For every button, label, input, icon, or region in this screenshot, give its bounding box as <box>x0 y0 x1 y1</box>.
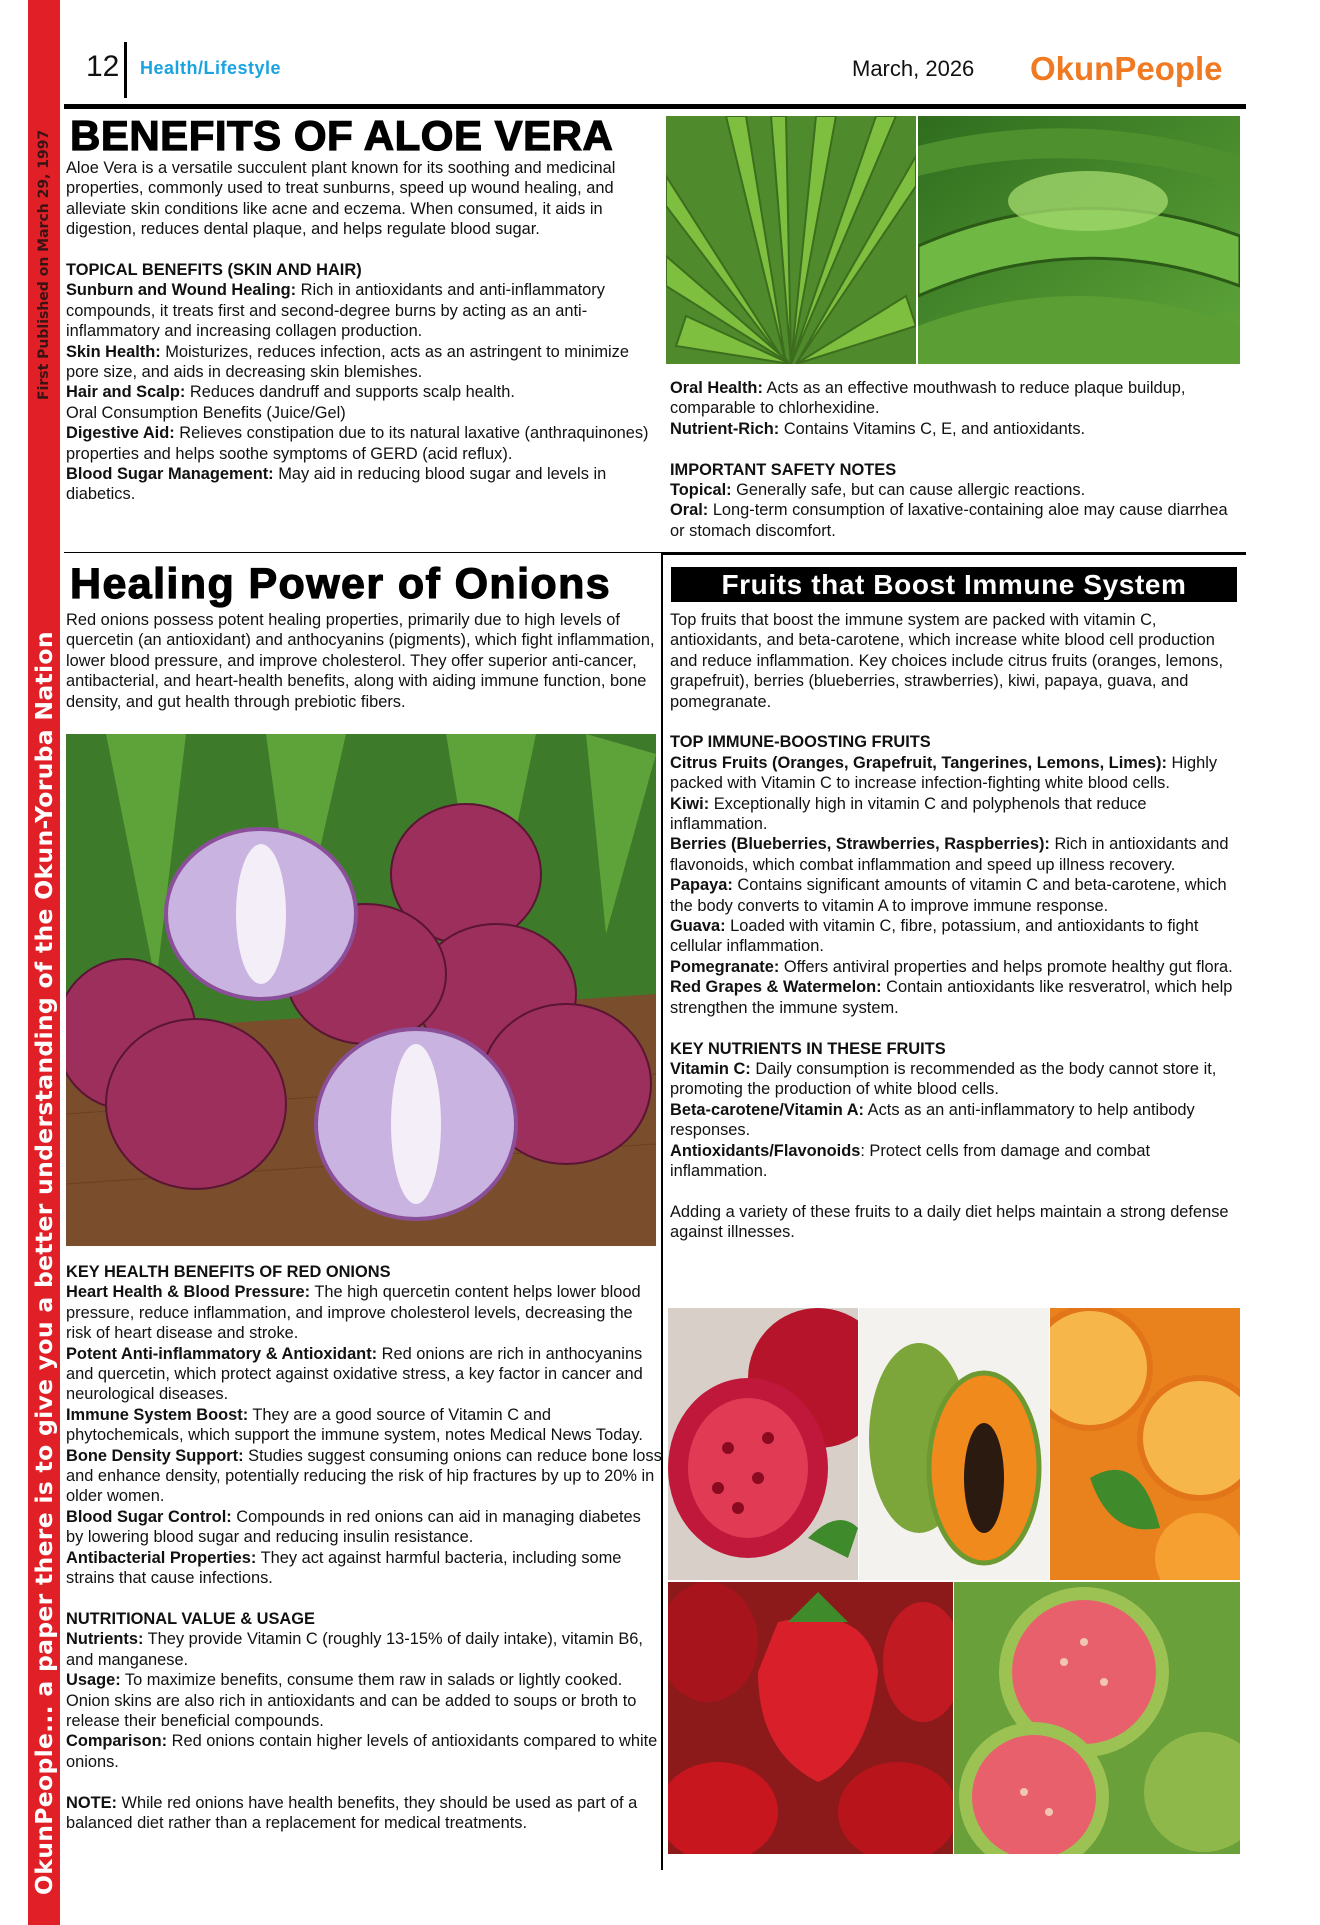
onion-nutrition-item: Nutrients: They provide Vitamin C (roughly 13-15% of daily intake), vitamin B6, and manganese. <box>66 1630 643 1669</box>
nutrient-item: Beta-carotene/Vitamin A: Acts as an anti-inflammatory to help antibody responses. <box>670 1100 1195 1140</box>
issue-date: March, 2026 <box>852 56 975 81</box>
aloe-article-right <box>670 378 1242 541</box>
aloe-title: BENEFITS OF ALOE VERA <box>70 112 614 159</box>
aloe-safety-heading: IMPORTANT SAFETY NOTES <box>670 460 897 479</box>
fruit-item: Guava: Loaded with vitamin C, fibre, potassium, and antioxidants to fight cellular inflammation. <box>670 917 1199 956</box>
fruits-intro: Top fruits that boost the immune system are packed with vitamin C, antioxidants, and beta-carotene, which increase white blood cell production and reduce inflammation. Key choices include citrus fruits (oranges, lemons, grapefruit), berries (blueberries, strawberries), kiwi, papaya, guava, and pomegranate. <box>670 611 1223 711</box>
onion-benefit: Heart Health & Blood Pressure: The high quercetin content helps lower blood pressure, reduce inflammation, and improve cholesterol levels, decreasing the risk of heart disease and stroke. <box>66 1283 641 1343</box>
fruit-item: Berries (Blueberries, Strawberries, Raspberries): Rich in antioxidants and flavonoids, which combat inflammation and speed up illness recovery. <box>670 835 1229 874</box>
slogan-text: OkunPeople... a paper there is to give you a better understanding of the Okun-Yoruba Nation <box>30 631 58 1895</box>
fruit-item: Kiwi: Exceptionally high in vitamin C and polyphenols that reduce inflammation. <box>670 794 1147 834</box>
header-rule <box>64 104 1246 109</box>
aloe-plant-photo <box>666 116 916 364</box>
section-label: Health/Lifestyle <box>140 58 282 78</box>
fruit-item: Pomegranate: Offers antiviral properties and helps promote healthy gut flora. <box>670 957 1233 976</box>
papaya-photo <box>859 1308 1049 1580</box>
first-published-text: First Published on March 29, 1997 <box>36 129 52 400</box>
fruits-title: Fruits that Boost Immune System <box>671 567 1237 602</box>
fruit-item: Citrus Fruits (Oranges, Grapefruit, Tangerines, Lemons, Limes): Highly packed with Vitamin C to increase infection-fighting white blood cells. <box>670 753 1218 793</box>
onion-nutrition-heading: NUTRITIONAL VALUE & USAGE <box>66 1609 315 1628</box>
onion-benefit: Immune System Boost: They are a good source of Vitamin C and phytochemicals, which support the immune system, notes Medical News Today. <box>66 1405 643 1445</box>
pomegranate-photo <box>668 1308 858 1580</box>
aloe-item: Skin Health: Moisturizes, reduces infection, acts as an astringent to minimize pore size, and aids in decreasing skin blemishes. <box>66 342 629 382</box>
aloe-item: Sunburn and Wound Healing: Rich in antioxidants and anti-inflammatory compounds, it treats first and second-degree burns by acting as an anti-inflammatory and increasing collagen production. <box>66 281 605 341</box>
aloe-intro: Aloe Vera is a versatile succulent plant known for its soothing and medicinal properties, commonly used to treat sunburns, speed up wound healing, and alleviate skin conditions like acne and eczema. When consumed, it aids in digestion, reduces dental plaque, and helps regulate blood sugar. <box>66 159 616 239</box>
onion-intro: Red onions possess potent healing properties, primarily due to high levels of quercetin (an antioxidant) and anthocyanins (pigments), which fight inflammation, lower blood pressure, and improve cholesterol. They offer superior anti-cancer, antibacterial, and heart-health benefits, along with aiding immune function, bone density, and gut health through prebiotic fibers. <box>66 611 655 711</box>
onion-benefits-heading: KEY HEALTH BENEFITS OF RED ONIONS <box>66 1263 391 1281</box>
fruits-nutrients-heading: KEY NUTRIENTS IN THESE FRUITS <box>670 1039 946 1058</box>
strawberries-photo <box>668 1582 953 1854</box>
fruits-closing: Adding a variety of these fruits to a daily diet helps maintain a strong defense against illnesses. <box>670 1202 1229 1242</box>
section-rule <box>661 552 1246 555</box>
aloe-item: Blood Sugar Management: May aid in reducing blood sugar and levels in diabetics. <box>66 465 607 504</box>
aloe-topical-heading: TOPICAL BENEFITS (SKIN AND HAIR) <box>66 261 362 280</box>
onion-benefit: Bone Density Support: Studies suggest consuming onions can reduce bone loss and enhance density, potentially reducing the risk of hip fractures by up to 20% in older women. <box>66 1446 662 1506</box>
fruit-item: Red Grapes & Watermelon: Contain antioxidants like resveratrol, which help strengthen the immune system. <box>670 978 1233 1017</box>
fruits-top-heading: TOP IMMUNE-BOOSTING FRUITS <box>670 733 931 752</box>
aloe-item: Oral Health: Acts as an effective mouthwash to reduce plaque buildup, comparable to chlorhexidine. <box>670 379 1186 418</box>
brand-logo: OkunPeople <box>1030 50 1223 87</box>
onion-nutrition-item: Usage: To maximize benefits, consume them raw in salads or lightly cooked. Onion skins are also rich in antioxidants and can be added to soups or broth to release their beneficial compounds. <box>66 1671 637 1730</box>
aloe-safety-item: Oral: Long-term consumption of laxative-containing aloe may cause diarrhea or stomach discomfort. <box>670 501 1228 540</box>
fruit-item: Papaya: Contains significant amounts of vitamin C and beta-carotene, which the body converts to vitamin A to improve immune response. <box>670 876 1227 915</box>
page-number: 12 <box>86 50 120 83</box>
nutrient-item: Antioxidants/Flavonoids: Protect cells from damage and combat inflammation. <box>670 1141 1151 1180</box>
onion-benefit: Antibacterial Properties: They act against harmful bacteria, including some strains that cause infections. <box>66 1548 622 1588</box>
onion-article <box>66 1262 662 1833</box>
nutrient-item: Vitamin C: Daily consumption is recommended as the body cannot store it, promoting the production of white blood cells. <box>670 1059 1217 1099</box>
red-onions-photo <box>66 734 656 1246</box>
aloe-item: Digestive Aid: Relieves constipation due to its natural laxative (anthraquinones) properties and helps soothe symptoms of GERD (acid reflux). <box>66 424 649 463</box>
aloe-item: Nutrient-Rich: Contains Vitamins C, E, and antioxidants. <box>670 419 1086 438</box>
guava-photo <box>954 1582 1240 1854</box>
onion-nutrition-item: Comparison: Red onions contain higher levels of antioxidants compared to white onions. <box>66 1732 658 1771</box>
onion-title: Healing Power of Onions <box>70 560 612 608</box>
aloe-leaf-photo <box>918 116 1240 364</box>
aloe-article-left <box>66 158 664 505</box>
onion-benefit: Blood Sugar Control: Compounds in red onions can aid in managing diabetes by lowering blood sugar and reducing insulin resistance. <box>66 1507 641 1547</box>
onion-note: NOTE: While red onions have health benefits, they should be used as part of a balanced diet rather than a replacement for medical treatments. <box>66 1793 638 1832</box>
oranges-photo <box>1050 1308 1240 1580</box>
aloe-item: Hair and Scalp: Reduces dandruff and supports scalp health. <box>66 383 515 402</box>
section-rule <box>64 552 661 553</box>
aloe-oral-heading: Oral Consumption Benefits (Juice/Gel) <box>66 403 346 422</box>
aloe-safety-item: Topical: Generally safe, but can cause allergic reactions. <box>670 481 1086 500</box>
header-divider <box>124 42 127 98</box>
fruits-article <box>670 610 1242 1243</box>
onion-benefit: Potent Anti-inflammatory & Antioxidant: Red onions are rich in anthocyanins and quercetin, which protect against oxidative stress, a key factor in cancer and neurological diseases. <box>66 1344 643 1404</box>
